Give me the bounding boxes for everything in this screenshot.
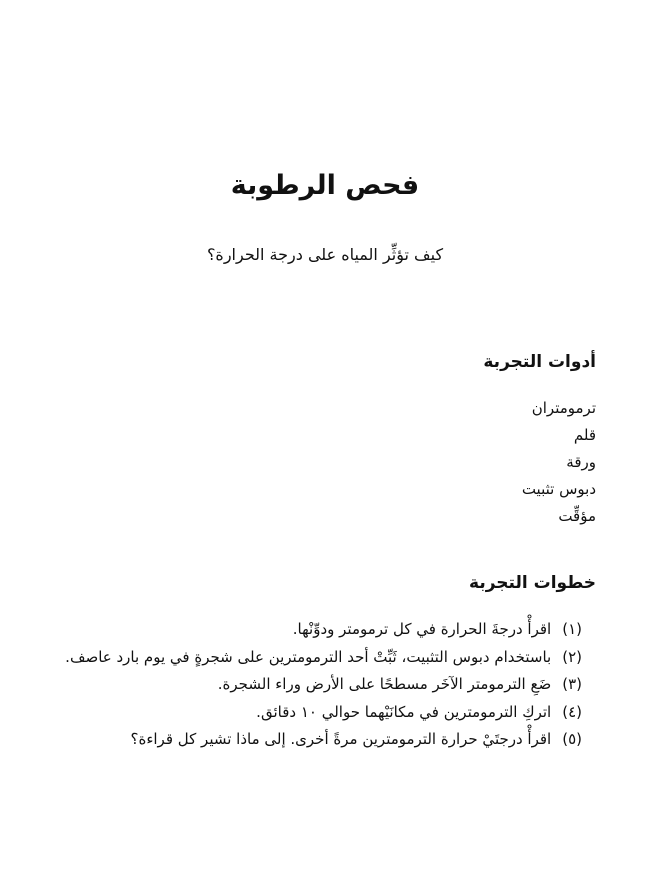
tool-item: ترمومتران: [531, 399, 596, 417]
step-item: [65, 726, 582, 754]
step-number: (٤): [562, 702, 582, 721]
step-number: (٢): [562, 647, 582, 666]
tool-item: ورقة: [566, 453, 596, 471]
step-text: اتركِ الترمومترين في مكانَيْهما حوالي ١٠ دقائق.: [256, 702, 552, 721]
step-item: [65, 644, 582, 672]
tool-item: دبوس تثبيت: [521, 480, 596, 498]
tool-item: قلم: [573, 426, 596, 444]
step-text: اقرأْ درجتَيْ حرارة الترمومترين مرةً أخرى. إلى ماذا تشير كل قراءة؟: [130, 730, 552, 748]
steps-list: [65, 616, 582, 754]
step-number: (٣): [562, 675, 582, 693]
step-item: [65, 671, 582, 699]
step-text: ضَعِ الترمومتر الآخَر مسطحًا على الأرض وراء الشجرة.: [217, 675, 552, 693]
step-item: [65, 616, 582, 644]
tools-list: [522, 395, 596, 530]
step-number: (٥): [562, 730, 582, 748]
steps-heading: خطوات التجربة: [469, 573, 596, 593]
page-title: فحص الرطوبة: [230, 170, 420, 201]
tool-item: مؤقِّت: [558, 507, 596, 525]
tools-heading: أدوات التجربة: [483, 352, 596, 372]
page-subtitle: كيف تؤثِّر المياه على درجة الحرارة؟: [206, 245, 444, 264]
step-item: [65, 699, 582, 727]
step-text: باستخدام دبوس التثبيت، ثَبِّتْ أحد الترمومترين على شجرةٍ في يوم بارد عاصف.: [65, 647, 552, 666]
step-number: (١): [562, 620, 582, 638]
step-text: اقرأْ درجةَ الحرارة في كل ترمومتر ودوِّنْها.: [292, 620, 552, 638]
